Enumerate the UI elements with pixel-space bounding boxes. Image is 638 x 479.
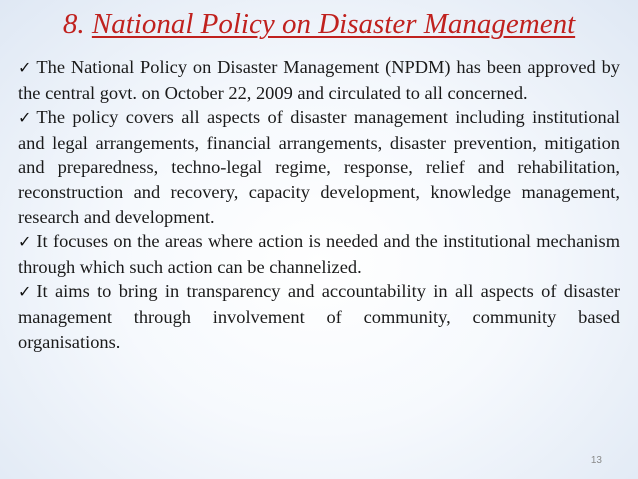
bullet-text: It focuses on the areas where action is needed and the institutional mechanism through which such action can be channelized. [18,231,620,277]
checkmark-icon: ✓ [18,58,32,77]
bullet-list [18,55,620,354]
page-number: 13 [590,455,602,466]
title-number: 8. [62,8,85,40]
bullet-item [18,279,620,354]
bullet-item [18,105,620,229]
checkmark-icon: ✓ [18,232,32,252]
checkmark-icon: ✓ [18,108,32,128]
bullet-text: The policy covers all aspects of disaster management including institutional and legal arrangements, financial arrangements, disaster prevention, mitigation and preparedness, techno-legal regime, response, relief and rehabilitation, reconstruction and recovery, capacity development, knowledge management, research and development. [18,107,620,227]
checkmark-icon: ✓ [18,282,32,302]
bullet-item [18,55,620,105]
slide-title [0,6,638,42]
bullet-text: The National Policy on Disaster Management (NPDM) has been approved by the central govt. on October 22, 2009 and circulated to all concerned. [18,57,620,103]
title-text: National Policy on Disaster Management [91,8,576,40]
bullet-text: It aims to bring in transparency and accountability in all aspects of disaster management through involvement of community, community based organisations. [18,281,620,352]
bullet-item [18,229,620,279]
